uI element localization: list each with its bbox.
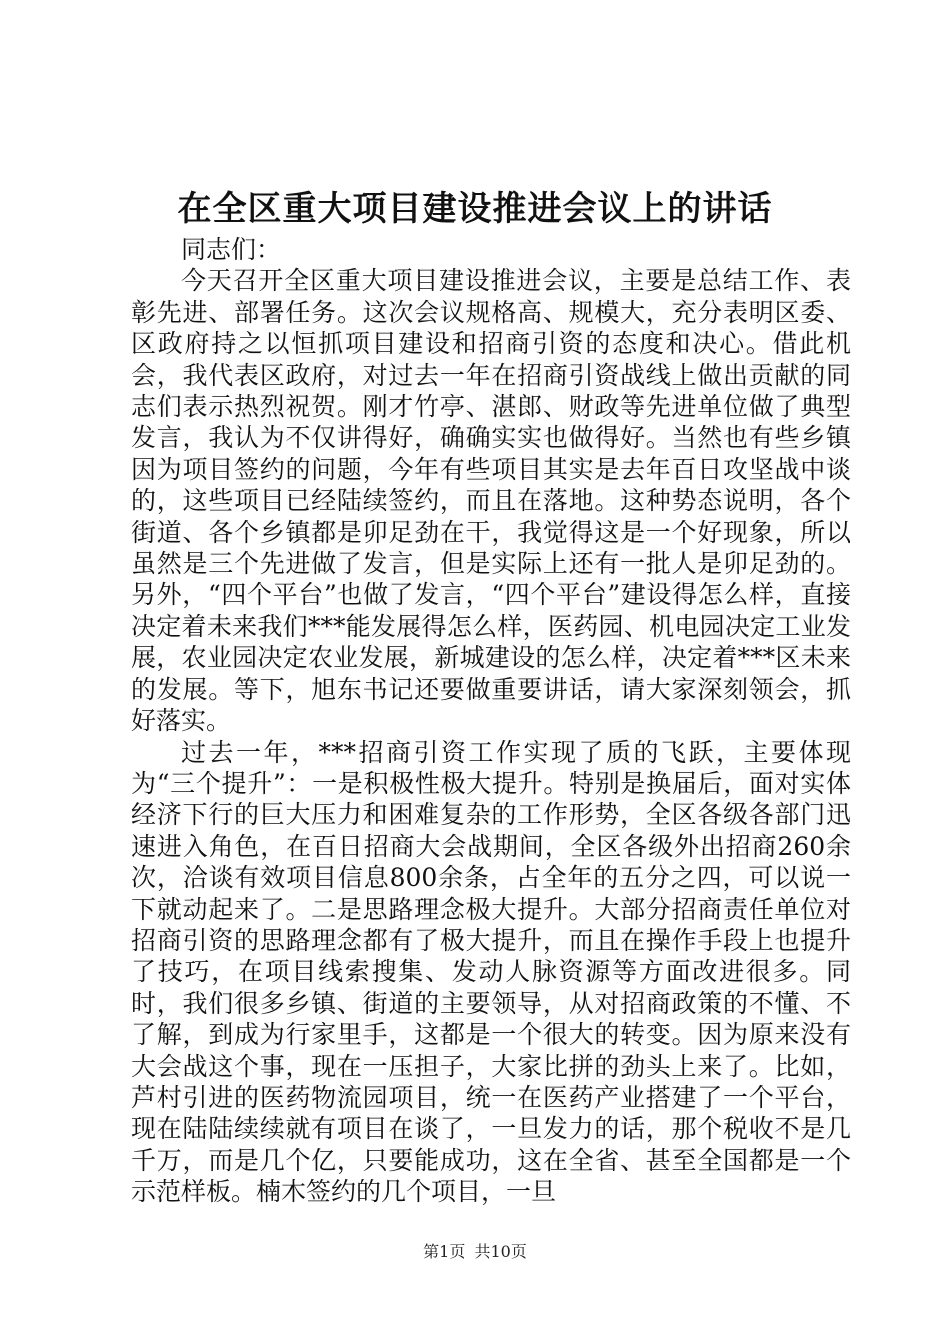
document-title: 在全区重大项目建设推进会议上的讲话 <box>177 189 773 229</box>
paragraph-1: 今天召开全区重大项目建设推进会议，主要是总结工作、表彰先进、部署任务。这次会议规格高、规模大，充分表明区委、区政府持之以恒抓项目建设和招商引资的态度和决心。借此机会，我代表区政府，对过去一年在招商引资战线上做出贡献的同志们表示热烈祝贺。刚才竹亭、湛郎、财政等先进单位做了典型发言，我认为不仅讲得好，确确实实也做得好。当然也有些乡镇因为项目签约的问题，今年有些项目其实是去年百日攻坚战中谈的，这些项目已经陆续签约，而且在落地。这种势态说明，各个街道、各个乡镇都是卯足劲在干，我觉得这是一个好现象，所以虽然是三个先进做了发言，但是实际上还有一批人是卯足劲的。另外，“四个平台”也做了发言，“四个平台”建设得怎么样，直接决定着未来我们***能发展得怎么样，医药园、机电园决定工业发展，农业园决定农业发展，新城建设的怎么样，决定着***区未来的发展。等下，旭东书记还要做重要讲话，请大家深刻领会，抓好落实。 <box>131 266 851 736</box>
document-body <box>131 234 851 1208</box>
salutation: 同志们： <box>181 235 282 264</box>
paragraph-2: 过去一年，***招商引资工作实现了质的飞跃，主要体现为“三个提升”：一是积极性极大提升。特别是换届后，面对实体经济下行的巨大压力和困难复杂的工作形势，全区各级各部门迅速进入角色，在百日招商大会战期间，全区各级外出招商260余次，洽谈有效项目信息800余条，占全年的五分之四，可以说一下就动起来了。二是思路理念极大提升。大部分招商责任单位对招商引资的思路理念都有了极大提升，而且在操作手段上也提升了技巧，在项目线索搜集、发动人脉资源等方面改进很多。同时，我们很多乡镇、街道的主要领导，从对招商政策的不懂、不了解，到成为行家里手，这都是一个很大的转变。因为原来没有大会战这个事，现在一压担子，大家比拼的劲头上来了。比如，芦村引进的医药物流园项目，统一在医药产业搭建了一个平台，现在陆陆续续就有项目在谈了，一旦发力的话，那个税收不是几千万，而是几个亿，只要能成功，这在全省、甚至全国都是一个示范样板。楠木签约的几个项目，一旦 <box>131 737 851 1207</box>
page-total: 共10页 <box>474 1242 527 1261</box>
page-footer <box>0 1240 950 1264</box>
page-number: 第1页 <box>423 1242 466 1261</box>
